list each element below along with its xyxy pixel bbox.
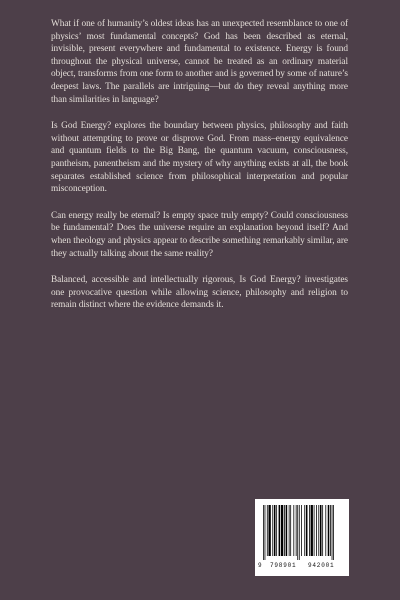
barcode-bar	[293, 505, 294, 556]
barcode-bar	[272, 505, 273, 556]
barcode-bar	[322, 505, 323, 556]
barcode-bar	[281, 505, 283, 556]
barcode-bar	[320, 505, 322, 556]
barcode-bar	[284, 505, 285, 556]
blurb-paragraph-4: Balanced, accessible and intellectually rigorous, Is God Energy? investigates one provocative question while allowing science, philosophy and religion to remain distinct where the evidence demands it.	[51, 275, 348, 311]
barcode-bar	[276, 505, 277, 556]
barcode-bar	[263, 505, 264, 560]
barcode-bar	[299, 505, 300, 560]
barcode-bar	[330, 505, 331, 556]
barcode-bar	[265, 505, 266, 560]
barcode-bar	[306, 505, 308, 556]
barcode-bar	[289, 505, 290, 556]
barcode-bar	[311, 505, 313, 556]
barcode-bar	[304, 505, 305, 556]
barcode-bar	[297, 505, 298, 560]
barcode-bar	[286, 505, 288, 556]
blurb-paragraph-2: Is God Energy? explores the boundary between physics, philosophy and faith without attempting to prove or disprove God. From mass–energy equivalence and quantum fields to the Big Bang, the quantum vacuum, consciousness, pantheism, panentheism and the mystery of why anything exists at all, the book separates established science from philosophical interpretation and popular misconception.	[51, 121, 348, 195]
barcode-bar	[325, 505, 326, 556]
back-cover-blurb	[51, 18, 348, 326]
barcode-bar	[328, 505, 330, 556]
barcode-bar	[314, 505, 315, 556]
barcode-lead-digit: 9	[258, 562, 262, 569]
barcode-bar	[268, 505, 270, 556]
barcode-bar	[279, 505, 281, 556]
barcode-bar	[301, 505, 302, 556]
barcode-bar	[309, 505, 310, 556]
barcode-bar	[333, 505, 334, 560]
barcode-bar	[290, 505, 291, 556]
barcode-bar	[296, 505, 297, 556]
barcode-bar	[267, 505, 268, 556]
barcode-bar	[332, 505, 333, 560]
barcode-bars	[261, 505, 343, 560]
barcode-bar	[318, 505, 319, 556]
barcode-right-digits: 942001	[308, 562, 335, 569]
barcode-bar	[274, 505, 276, 556]
isbn-barcode	[255, 499, 349, 576]
barcode-digits	[255, 562, 349, 572]
blurb-paragraph-3: Can energy really be eternal? Is empty space truly empty? Could consciousness be fundamental? Does the universe require an explanation beyond itself? And when theology and physics appear to describe something remarkably similar, are they actually talking about the same reality?	[51, 210, 348, 259]
blurb-paragraph-1: What if one of humanity’s oldest ideas has an unexpected resemblance to one of physics’ most fundamental concepts? God has been described as eternal, invisible, present everywhere and fundamental to existence. Energy is found throughout the physical universe, cannot be treated as an ordinary material object, transforms from one form to another and is governed by some of nature’s deepest laws. The parallels are intriguing—but do they reveal anything more than similarities in language?	[51, 19, 348, 105]
barcode-left-digits: 798901	[270, 562, 297, 569]
barcode-bar	[316, 505, 317, 556]
